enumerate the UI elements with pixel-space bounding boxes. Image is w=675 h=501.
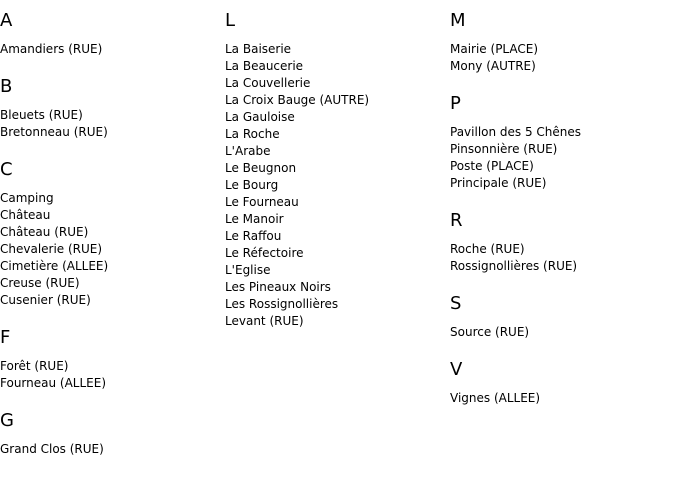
letter-group-m: [450, 9, 670, 75]
letter-group-g: [0, 409, 220, 458]
letter-group-c: [0, 158, 220, 309]
street-list: [450, 390, 670, 407]
street-list: [450, 241, 670, 275]
street-link[interactable]: Mairie (PLACE): [450, 42, 539, 56]
street-link[interactable]: Rossignollières (RUE): [450, 259, 578, 273]
street-list: [450, 324, 670, 341]
letter-heading: B: [0, 76, 13, 97]
street-link[interactable]: La Beaucerie: [225, 59, 304, 73]
street-link[interactable]: Amandiers (RUE): [0, 42, 103, 56]
street-link[interactable]: Les Rossignollières: [225, 297, 339, 311]
street-index-column-1: [0, 9, 220, 475]
letter-heading: C: [0, 159, 13, 180]
street-link[interactable]: Le Manoir: [225, 212, 284, 226]
street-link[interactable]: Cusenier (RUE): [0, 293, 91, 307]
letter-group-r: [450, 209, 670, 275]
street-index-column-2: [225, 9, 445, 347]
street-link[interactable]: Principale (RUE): [450, 176, 547, 190]
street-list: [0, 190, 220, 309]
street-list: [0, 358, 220, 392]
street-link[interactable]: La Baiserie: [225, 42, 292, 56]
letter-heading: L: [225, 10, 236, 31]
letter-group-f: [0, 326, 220, 392]
street-link[interactable]: Roche (RUE): [450, 242, 525, 256]
street-link[interactable]: Fourneau (ALLEE): [0, 376, 107, 390]
letter-heading: F: [0, 327, 11, 348]
street-link[interactable]: Les Pineaux Noirs: [225, 280, 331, 294]
street-link[interactable]: Grand Clos (RUE): [0, 442, 104, 456]
street-link[interactable]: Pavillon des 5 Chênes: [450, 125, 582, 139]
letter-group-a: [0, 9, 220, 58]
street-link[interactable]: La Croix Bauge (AUTRE): [225, 93, 370, 107]
street-link[interactable]: Mony (AUTRE): [450, 59, 536, 73]
letter-heading: M: [450, 10, 466, 31]
street-link[interactable]: Bleuets (RUE): [0, 108, 83, 122]
letter-heading: V: [450, 359, 463, 380]
street-link[interactable]: Le Fourneau: [225, 195, 299, 209]
street-list: [450, 41, 670, 75]
street-link[interactable]: Vignes (ALLEE): [450, 391, 541, 405]
letter-group-l: [225, 9, 445, 330]
letter-heading: G: [0, 410, 14, 431]
letter-group-p: [450, 92, 670, 192]
street-link[interactable]: Le Réfectoire: [225, 246, 304, 260]
street-list: [0, 441, 220, 458]
street-link[interactable]: Château (RUE): [0, 225, 89, 239]
street-index-column-3: [450, 9, 670, 424]
street-list: [0, 107, 220, 141]
letter-group-s: [450, 292, 670, 341]
street-link[interactable]: Poste (PLACE): [450, 159, 534, 173]
letter-group-b: [0, 75, 220, 141]
street-link[interactable]: Le Beugnon: [225, 161, 297, 175]
street-link[interactable]: Camping: [0, 191, 54, 205]
letter-heading: A: [0, 10, 13, 31]
street-list: [0, 41, 220, 58]
street-link[interactable]: Forêt (RUE): [0, 359, 69, 373]
street-link[interactable]: Chevalerie (RUE): [0, 242, 103, 256]
street-list: [225, 41, 445, 330]
street-link[interactable]: La Couvellerie: [225, 76, 311, 90]
street-link[interactable]: Cimetière (ALLEE): [0, 259, 109, 273]
street-link[interactable]: La Gauloise: [225, 110, 295, 124]
street-link[interactable]: Bretonneau (RUE): [0, 125, 108, 139]
street-link[interactable]: La Roche: [225, 127, 280, 141]
street-link[interactable]: Levant (RUE): [225, 314, 304, 328]
street-list: [450, 124, 670, 192]
street-link[interactable]: Source (RUE): [450, 325, 530, 339]
street-link[interactable]: Château: [0, 208, 51, 222]
street-link[interactable]: L'Arabe: [225, 144, 271, 158]
letter-group-v: [450, 358, 670, 407]
letter-heading: R: [450, 210, 463, 231]
street-link[interactable]: Le Bourg: [225, 178, 279, 192]
street-link[interactable]: L'Eglise: [225, 263, 271, 277]
street-link[interactable]: Creuse (RUE): [0, 276, 80, 290]
street-link[interactable]: Pinsonnière (RUE): [450, 142, 558, 156]
letter-heading: S: [450, 293, 462, 314]
street-link[interactable]: Le Raffou: [225, 229, 282, 243]
letter-heading: P: [450, 93, 461, 114]
